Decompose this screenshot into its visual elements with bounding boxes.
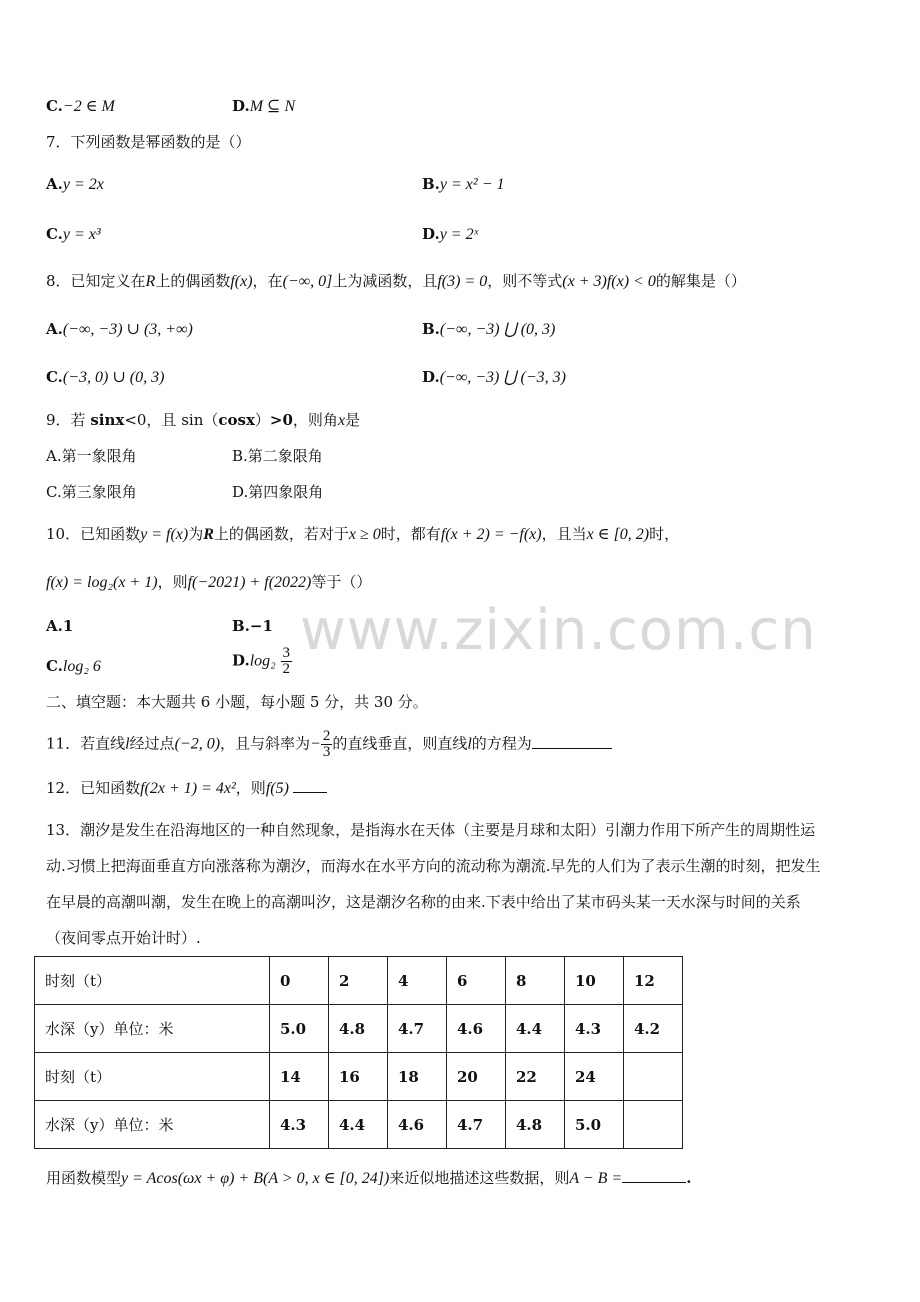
table-cell: 2 bbox=[329, 957, 388, 1005]
option-label: B. bbox=[422, 175, 440, 193]
stem-math: y = Acos(ωx + φ) + B(A > 0, x ∈ [0, 24]) bbox=[121, 1170, 390, 1187]
stem-text: 11．若直线 bbox=[46, 734, 126, 753]
q13-model-line bbox=[46, 1168, 691, 1189]
table-row bbox=[35, 1005, 683, 1053]
table-cell: 8 bbox=[506, 957, 565, 1005]
stem-text: ，且当 bbox=[541, 525, 587, 543]
table-cell bbox=[624, 1053, 683, 1101]
q13-paragraph-line: 13．潮汐是发生在沿海地区的一种自然现象，是指海水在天体（主要是月球和太阳）引潮力作用下所产生的周期性运 bbox=[46, 821, 816, 839]
stem-text: 的方程为 bbox=[471, 734, 532, 753]
q8-option-c[interactable] bbox=[46, 367, 164, 388]
option-label: C. bbox=[46, 368, 63, 386]
stem-bold: >0 bbox=[269, 411, 293, 429]
stem-math: f(x + 2) = −f(x) bbox=[440, 526, 542, 543]
table-cell: 5.0 bbox=[270, 1005, 329, 1053]
stem-bold: sinx bbox=[90, 411, 125, 429]
stem-math: (x + 3)f(x) < 0 bbox=[562, 273, 656, 290]
stem-text: ，则 bbox=[235, 779, 266, 797]
option-math: y = 2ˣ bbox=[439, 226, 479, 243]
stem-text: 上的偶函数 bbox=[155, 272, 231, 290]
q6-option-c[interactable] bbox=[46, 96, 115, 117]
stem-math: f(5) bbox=[265, 780, 289, 797]
tide-data-table bbox=[34, 956, 683, 1149]
option-math: −2 ∈ M bbox=[62, 98, 115, 115]
stem-text: 等于（） bbox=[311, 573, 372, 591]
option-label: C. bbox=[46, 225, 63, 243]
q10-option-d[interactable] bbox=[232, 646, 292, 677]
q10-option-b[interactable]: B.−1 bbox=[232, 617, 273, 635]
q11-stem bbox=[46, 729, 612, 760]
stem-text: 8．已知定义在 bbox=[46, 272, 146, 290]
table-cell: 22 bbox=[506, 1053, 565, 1101]
stem-text: 是 bbox=[345, 411, 361, 429]
table-cell: 4.8 bbox=[506, 1101, 565, 1149]
stem-bold: cosx bbox=[218, 411, 255, 429]
option-label: D. bbox=[422, 368, 440, 386]
table-cell: 4.8 bbox=[329, 1005, 388, 1053]
stem-math: f(2x + 1) = 4x² bbox=[140, 780, 236, 797]
option-math: (−3, 0) ∪ (0, 3) bbox=[62, 369, 165, 386]
numerator: 2 bbox=[322, 728, 331, 744]
stem-text: 9．若 bbox=[46, 411, 91, 429]
table-cell: 4.6 bbox=[447, 1005, 506, 1053]
q10-stem-line2 bbox=[46, 572, 371, 593]
answer-blank[interactable] bbox=[622, 1168, 686, 1183]
stem-math: R bbox=[145, 273, 156, 290]
q6-option-d[interactable] bbox=[232, 96, 295, 117]
q10-stem-line1 bbox=[46, 524, 679, 545]
stem-text: 用函数模型 bbox=[46, 1169, 122, 1187]
stem-text: 时，都有 bbox=[380, 525, 441, 543]
q9-option-b[interactable]: B.第二象限角 bbox=[232, 447, 323, 465]
stem-text: 的解集是（） bbox=[655, 272, 746, 290]
stem-text: . bbox=[686, 1169, 692, 1187]
stem-text: 来近似地描述这些数据，则 bbox=[389, 1169, 570, 1187]
option-label: D. bbox=[232, 97, 250, 115]
stem-text: ，则 bbox=[157, 573, 188, 591]
table-cell: 10 bbox=[565, 957, 624, 1005]
option-label: C. bbox=[46, 657, 63, 675]
stem-text: 为 bbox=[188, 525, 204, 543]
stem-text: 10．已知函数 bbox=[46, 525, 141, 543]
option-label: B. bbox=[422, 320, 440, 338]
table-cell: 6 bbox=[447, 957, 506, 1005]
stem-text: ） bbox=[254, 411, 270, 429]
option-math: y = 2x bbox=[62, 176, 104, 193]
stem-text: ，则角 bbox=[292, 411, 338, 429]
stem-math: x bbox=[337, 412, 346, 429]
stem-math: x ≥ 0 bbox=[348, 526, 381, 543]
option-label: D. bbox=[232, 651, 250, 670]
q13-paragraph-line: 动.习惯上把海面垂直方向涨落称为潮汐，而海水在水平方向的流动称为潮流.早先的人们为了表示生潮的时刻，把发生 bbox=[46, 857, 821, 875]
table-cell: 4.3 bbox=[565, 1005, 624, 1053]
table-cell: 14 bbox=[270, 1053, 329, 1101]
option-math: log₂ 6 bbox=[62, 658, 101, 675]
option-math: (−∞, −3) ⋃ (−3, 3) bbox=[439, 369, 566, 386]
stem-math: (−∞, 0] bbox=[282, 273, 333, 290]
table-cell: 16 bbox=[329, 1053, 388, 1101]
stem-math: A − B = bbox=[569, 1170, 623, 1187]
q7-option-b[interactable] bbox=[422, 174, 505, 195]
table-cell: 4.3 bbox=[270, 1101, 329, 1149]
option-label: D. bbox=[422, 225, 440, 243]
table-cell bbox=[624, 1101, 683, 1149]
table-cell: 18 bbox=[388, 1053, 447, 1101]
q10-option-c[interactable] bbox=[46, 656, 101, 677]
table-cell: 20 bbox=[447, 1053, 506, 1101]
option-math: (−∞, −3) ⋃ (0, 3) bbox=[439, 321, 556, 338]
stem-math: y = f(x) bbox=[140, 526, 189, 543]
stem-text: 上的偶函数，若对于 bbox=[213, 525, 349, 543]
stem-text: ，在 bbox=[252, 272, 283, 290]
stem-text: <0，且 sin（ bbox=[124, 411, 219, 429]
table-row bbox=[35, 1053, 683, 1101]
denominator: 2 bbox=[282, 661, 290, 677]
stem-math: f(x) = log₂(x + 1) bbox=[46, 574, 158, 591]
table-header-cell: 时刻（t） bbox=[35, 1053, 270, 1101]
stem-math: (−2, 0) bbox=[174, 735, 221, 753]
table-cell: 4.4 bbox=[329, 1101, 388, 1149]
table-cell: 4.2 bbox=[624, 1005, 683, 1053]
q8-option-b[interactable] bbox=[422, 319, 555, 340]
table-cell: 5.0 bbox=[565, 1101, 624, 1149]
table-cell: 24 bbox=[565, 1053, 624, 1101]
option-math: M ⊆ N bbox=[249, 98, 296, 115]
stem-math: l bbox=[125, 735, 130, 753]
q13-paragraph-line: （夜间零点开始计时）. bbox=[46, 929, 201, 947]
stem-math: l bbox=[467, 735, 472, 753]
q7-stem: 7．下列函数是幂函数的是（） bbox=[46, 133, 251, 151]
stem-math: f(−2021) + f(2022) bbox=[187, 574, 312, 591]
table-cell: 4.6 bbox=[388, 1101, 447, 1149]
stem-text: 时， bbox=[649, 525, 680, 543]
fraction bbox=[321, 729, 333, 760]
stem-text: ，且与斜率为 bbox=[220, 734, 311, 753]
q10-option-a[interactable]: A.1 bbox=[46, 617, 74, 635]
q9-stem bbox=[46, 410, 360, 431]
table-cell: 4.7 bbox=[447, 1101, 506, 1149]
table-cell: 4.4 bbox=[506, 1005, 565, 1053]
table-header-cell: 水深（y）单位：米 bbox=[35, 1005, 270, 1053]
stem-math: x ∈ [0, 2) bbox=[586, 526, 650, 543]
answer-blank[interactable] bbox=[293, 778, 327, 793]
stem-math: f(3) = 0 bbox=[437, 273, 488, 290]
stem-text: ，则不等式 bbox=[487, 272, 563, 290]
option-label: A. bbox=[46, 175, 63, 193]
stem-text: 经过点 bbox=[129, 734, 175, 753]
table-header-cell: 水深（y）单位：米 bbox=[35, 1101, 270, 1149]
stem-text: 上为减函数，且 bbox=[332, 272, 438, 290]
option-math: y = x² − 1 bbox=[439, 176, 505, 193]
table-cell: 12 bbox=[624, 957, 683, 1005]
q8-option-d[interactable] bbox=[422, 367, 566, 388]
option-math: y = x³ bbox=[62, 226, 101, 243]
option-label: C. bbox=[46, 97, 63, 115]
table-header-cell: 时刻（t） bbox=[35, 957, 270, 1005]
stem-math: R bbox=[203, 526, 214, 543]
q12-stem bbox=[46, 778, 327, 799]
option-math: log₂ bbox=[249, 652, 276, 670]
q9-option-c[interactable]: C.第三象限角 bbox=[46, 483, 137, 501]
stem-math: f(x) bbox=[230, 273, 253, 290]
table-row bbox=[35, 957, 683, 1005]
stem-math: − bbox=[310, 735, 321, 753]
table-cell: 0 bbox=[270, 957, 329, 1005]
q9-option-d[interactable]: D.第四象限角 bbox=[232, 483, 324, 501]
section-heading: 二、填空题：本大题共 6 小题，每小题 5 分，共 30 分。 bbox=[46, 693, 428, 711]
q7-option-a[interactable] bbox=[46, 174, 104, 195]
numerator: 3 bbox=[282, 645, 290, 661]
stem-text: 的直线垂直，则直线 bbox=[332, 734, 468, 753]
option-label: A. bbox=[46, 320, 63, 338]
q13-paragraph-line: 在早晨的高潮叫潮，发生在晚上的高潮叫汐，这是潮汐名称的由来.下表中给出了某市码头某一天水深与时间的关系 bbox=[46, 893, 801, 911]
answer-blank[interactable] bbox=[532, 734, 612, 749]
q7-option-c[interactable] bbox=[46, 224, 101, 245]
fraction bbox=[281, 646, 293, 677]
q7-option-d[interactable] bbox=[422, 224, 478, 245]
table-cell: 4 bbox=[388, 957, 447, 1005]
table-row bbox=[35, 1101, 683, 1149]
q8-option-a[interactable] bbox=[46, 319, 193, 340]
stem-text: 12．已知函数 bbox=[46, 779, 141, 797]
q8-stem bbox=[46, 271, 746, 292]
denominator: 3 bbox=[322, 744, 331, 760]
watermark: www.zixin.com.cn bbox=[300, 598, 817, 663]
q9-option-a[interactable]: A.第一象限角 bbox=[46, 447, 137, 465]
option-math: (−∞, −3) ∪ (3, +∞) bbox=[62, 321, 193, 338]
table-cell: 4.7 bbox=[388, 1005, 447, 1053]
